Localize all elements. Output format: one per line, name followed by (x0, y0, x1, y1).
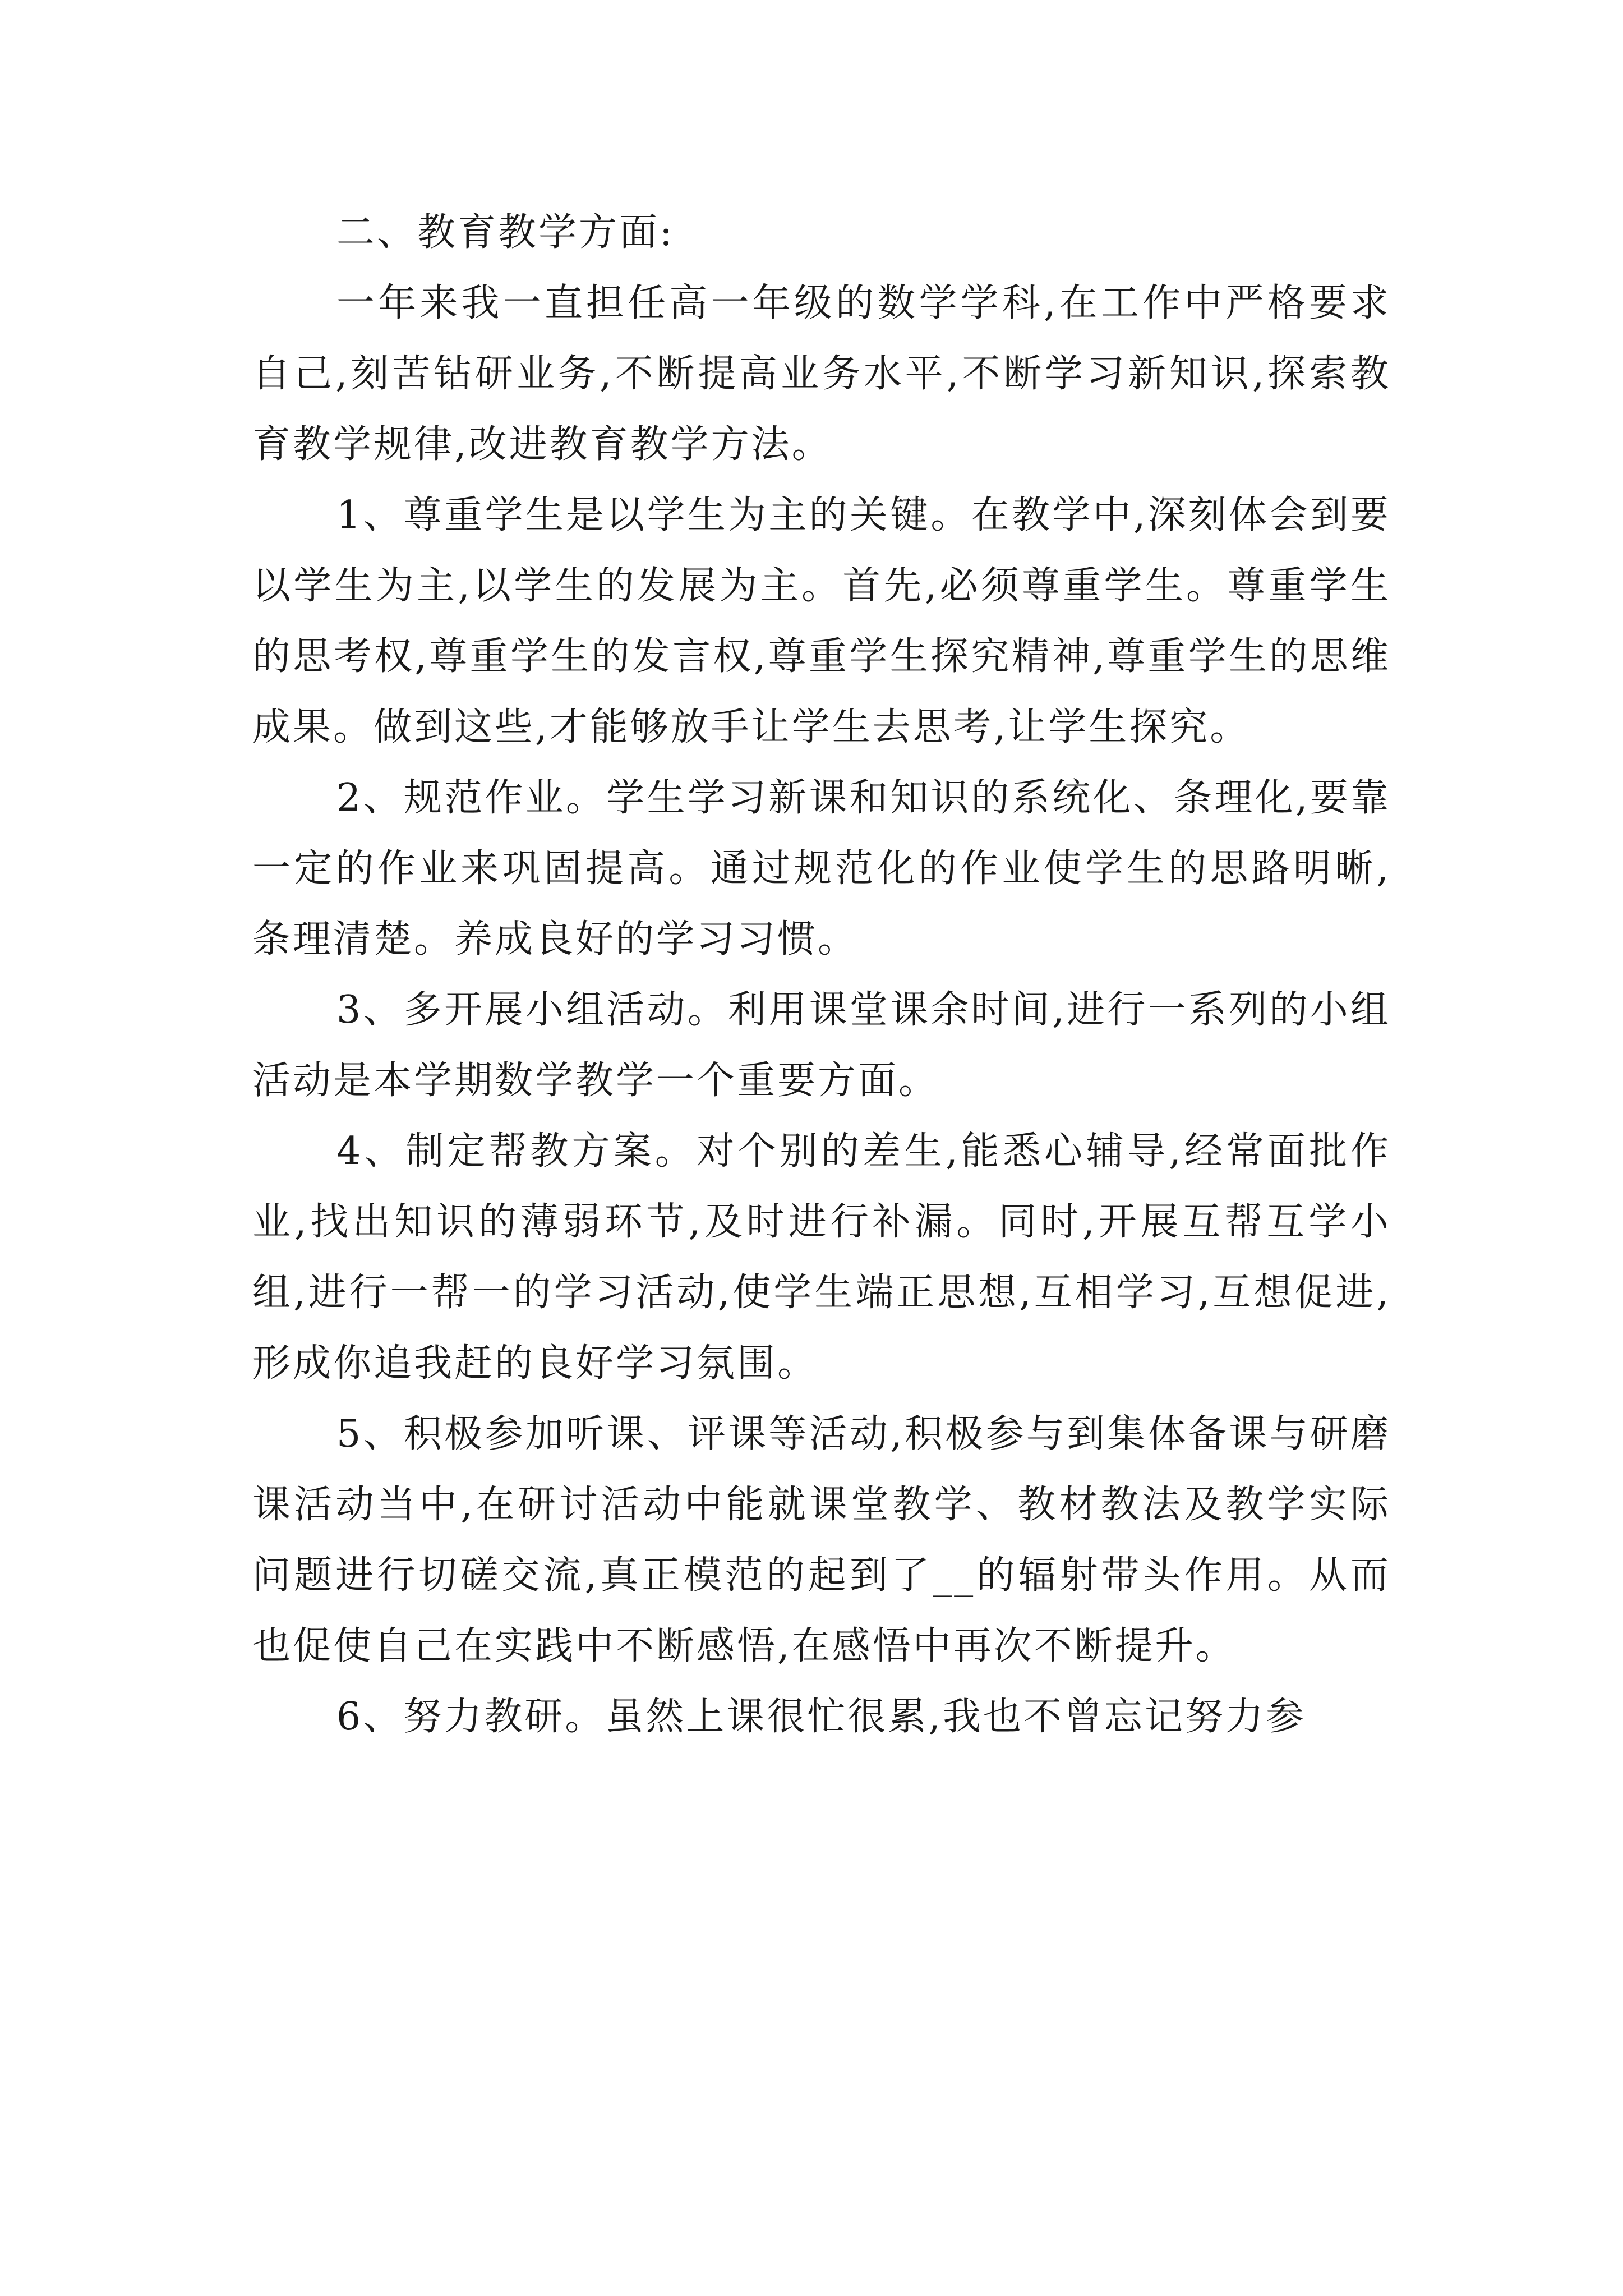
paragraph-intro: 一年来我一直担任高一年级的数学学科,在工作中严格要求自己,刻苦钻研业务,不断提高业务水平,不断学习新知识,探索教育教学规律,改进教育教学方法。 (252, 281, 1391, 467)
document-body (252, 197, 1391, 1752)
paragraph-item-6: 6、努力教研。虽然上课很忙很累,我也不曾忘记努力参 (336, 1695, 1306, 1739)
paragraph-item-2: 2、规范作业。学生学习新课和知识的系统化、条理化,要靠一定的作业来巩固提高。通过规范化的作业使学生的思路明晰,条理清楚。养成良好的学习习惯。 (252, 776, 1391, 961)
section-heading: 二、教育教学方面: (336, 210, 675, 255)
paragraph-item-5: 5、积极参加听课、评课等活动,积极参与到集体备课与研磨课活动当中,在研讨活动中能就课堂教学、教材教法及教学实际问题进行切磋交流,真正模范的起到了__的辐射带头作用。从而也促使自己在实践中不断感悟,在感悟中再次不断提升。 (252, 1412, 1391, 1668)
paragraph-item-3: 3、多开展小组活动。利用课堂课余时间,进行一系列的小组活动是本学期数学教学一个重要方面。 (252, 988, 1391, 1103)
paragraph-item-4: 4、制定帮教方案。对个别的差生,能悉心辅导,经常面批作业,找出知识的薄弱环节,及时进行补漏。同时,开展互帮互学小组,进行一帮一的学习活动,使学生端正思想,互相学习,互想促进,形成你追我赶的良好学习氛围。 (252, 1129, 1391, 1386)
paragraph-item-1: 1、尊重学生是以学生为主的关键。在教学中,深刻体会到要以学生为主,以学生的发展为主。首先,必须尊重学生。尊重学生的思考权,尊重学生的发言权,尊重学生探究精神,尊重学生的思维成果。做到这些,才能够放手让学生去思考,让学生探究。 (252, 493, 1391, 749)
